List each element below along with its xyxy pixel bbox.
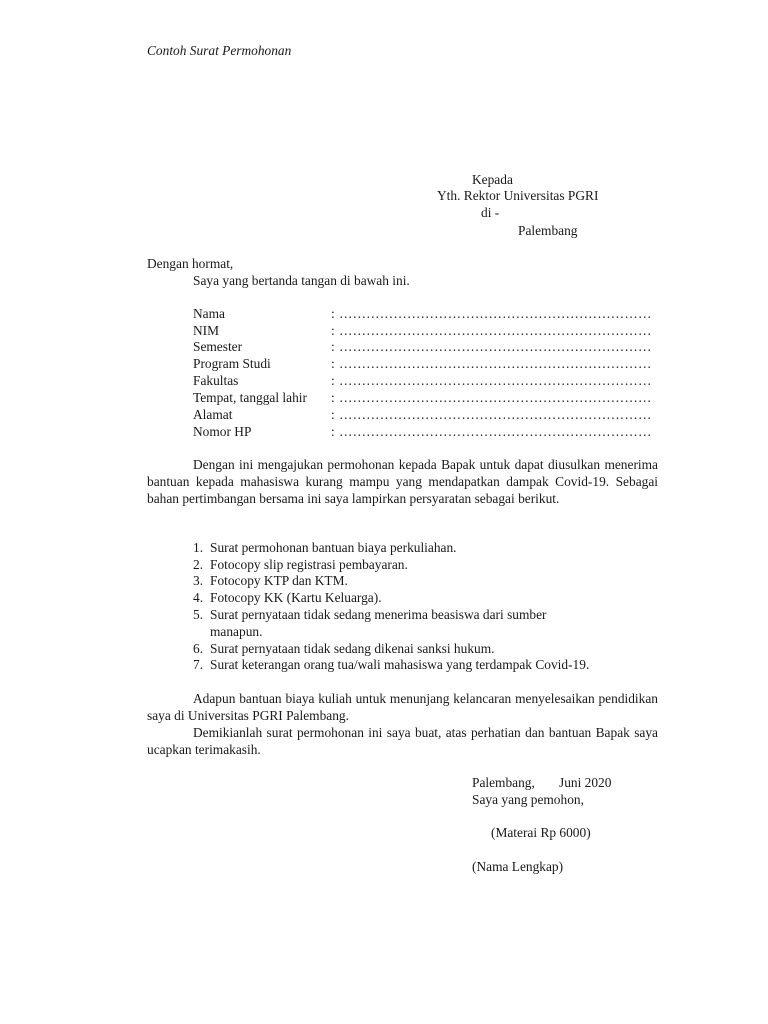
list-number: 1.: [193, 540, 204, 555]
field-label: Alamat: [193, 407, 233, 422]
list-number: 6.: [193, 641, 204, 656]
recipient-greeting: Kepada: [472, 172, 513, 187]
list-number: 7.: [193, 657, 204, 672]
list-number: 3.: [193, 573, 204, 588]
list-text: Fotocopy KTP dan KTM.: [210, 573, 348, 588]
list-number: 5.: [193, 607, 204, 622]
signature-name-placeholder: (Nama Lengkap): [472, 859, 564, 874]
greeting: Dengan hormat,: [147, 256, 234, 271]
field-colon: :: [331, 356, 335, 371]
signature-place: Palembang,: [472, 775, 535, 790]
recipient-name: Yth. Rektor Universitas PGRI: [437, 188, 599, 203]
field-label: Semester: [193, 339, 243, 354]
list-text: Surat permohonan bantuan biaya perkuliahan.: [210, 540, 457, 555]
field-placeholder: ……………………………………………………………: [339, 407, 652, 422]
recipient-at: di -: [481, 205, 500, 220]
field-row-semester: [193, 339, 673, 356]
field-placeholder: ……………………………………………………………: [339, 356, 652, 371]
document-title: Contoh Surat Permohonan: [147, 43, 292, 58]
field-label: Program Studi: [193, 356, 271, 371]
field-colon: :: [331, 390, 335, 405]
recipient-city: Palembang: [518, 223, 578, 238]
list-text: Fotocopy KK (Kartu Keluarga).: [210, 590, 382, 605]
list-text: Surat pernyataan tidak sedang menerima beasiswa dari sumber manapun.: [210, 607, 547, 639]
signature-date: Juni 2020: [559, 775, 612, 790]
field-colon: :: [331, 373, 335, 388]
field-label: Nomor HP: [193, 424, 252, 439]
field-label: Nama: [193, 306, 225, 321]
field-label: Tempat, tanggal lahir: [193, 390, 307, 405]
field-colon: :: [331, 424, 335, 439]
field-placeholder: ……………………………………………………………: [339, 373, 652, 388]
field-placeholder: ……………………………………………………………: [339, 339, 652, 354]
field-colon: :: [331, 323, 335, 338]
field-colon: :: [331, 339, 335, 354]
field-row-fakultas: [193, 373, 673, 390]
list-text: Surat pernyataan tidak sedang dikenai sanksi hukum.: [210, 641, 495, 656]
field-placeholder: ……………………………………………………………: [339, 390, 652, 405]
field-placeholder: ……………………………………………………………: [339, 306, 652, 321]
field-label: NIM: [193, 323, 220, 338]
body-paragraph-closing: Demikianlah surat permohonan ini saya buat, atas perhatian dan bantuan Bapak saya ucapkan terimakasih.: [147, 725, 658, 757]
list-text: Surat keterangan orang tua/wali mahasiswa yang terdampak Covid-19.: [210, 657, 590, 672]
field-colon: :: [331, 407, 335, 422]
list-text: Fotocopy slip registrasi pembayaran.: [210, 557, 408, 572]
field-row-nomor-hp: [193, 424, 673, 441]
list-number: 4.: [193, 590, 204, 605]
list-number: 2.: [193, 557, 204, 572]
field-placeholder: ……………………………………………………………: [339, 424, 652, 439]
field-label: Fakultas: [193, 373, 239, 388]
intro-line: Saya yang bertanda tangan di bawah ini.: [193, 273, 410, 288]
field-placeholder: ……………………………………………………………: [339, 323, 652, 338]
field-colon: :: [331, 306, 335, 321]
field-row-ttl: [193, 390, 673, 407]
field-row-alamat: [193, 407, 673, 424]
field-row-program-studi: [193, 356, 673, 373]
field-row-nim: [193, 323, 673, 340]
stamp-placeholder: (Materai Rp 6000): [491, 825, 591, 840]
signature-applicant-label: Saya yang pemohon,: [472, 792, 584, 807]
body-paragraph-purpose: Adapun bantuan biaya kuliah untuk menunjang kelancaran menyelesaikan pendidikan saya di Universitas PGRI Palembang.: [147, 691, 658, 723]
field-row-nama: [193, 306, 673, 323]
body-paragraph-request: Dengan ini mengajukan permohonan kepada Bapak untuk dapat diusulkan menerima bantuan kepada mahasiswa kurang mampu yang mendapatkan dampak Covid-19. Sebagai bahan pertimbangan bersama ini saya lampirkan persyaratan sebagai berikut.: [147, 457, 658, 506]
